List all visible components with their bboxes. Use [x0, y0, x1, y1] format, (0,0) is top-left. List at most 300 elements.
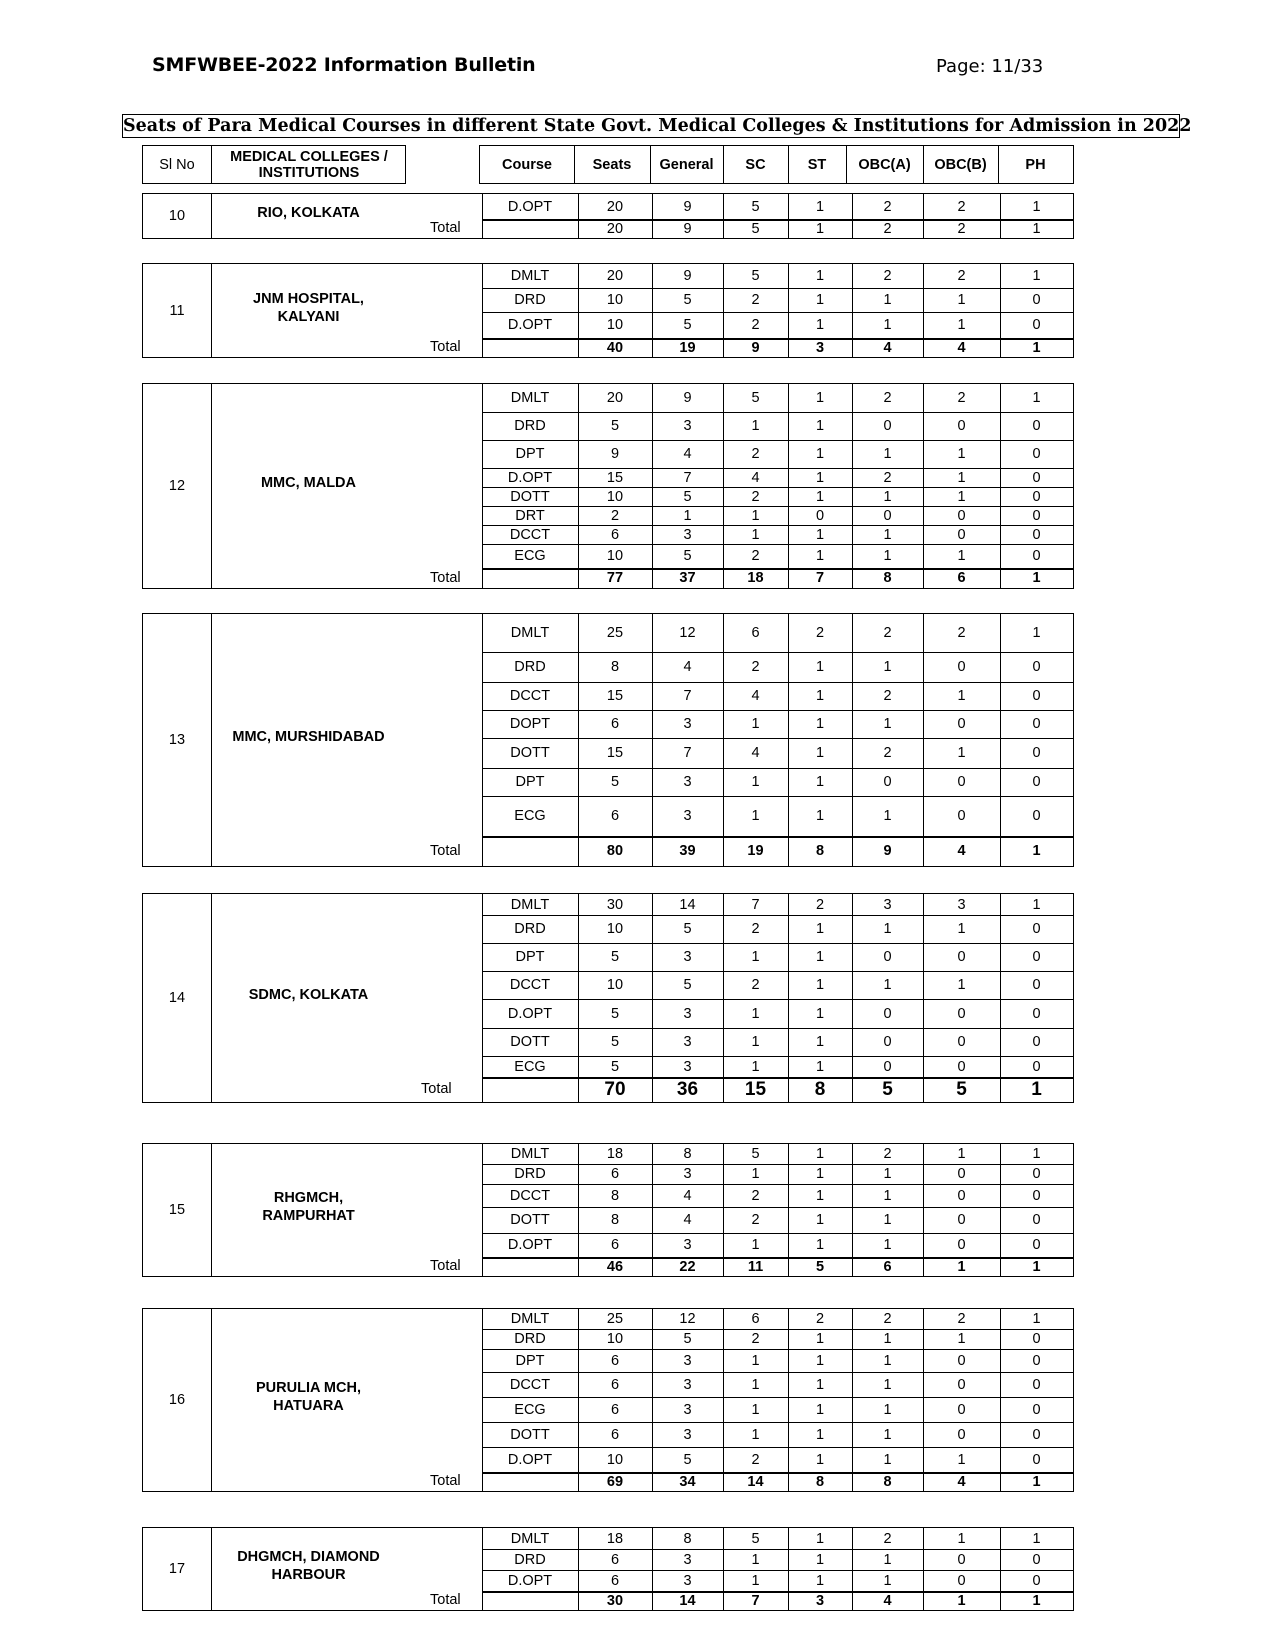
seat-value: 6 [610, 1352, 620, 1369]
seat-value: 1 [751, 1058, 760, 1075]
total-value: 1 [1032, 220, 1041, 237]
seat-value: 1 [815, 745, 825, 761]
total-value: 3 [815, 1592, 825, 1609]
institution-name: MMC, MALDA [260, 475, 357, 491]
seat-value: 2 [883, 268, 892, 284]
course-name: DCCT [509, 1187, 551, 1204]
total-label: Total [430, 339, 461, 355]
seat-value: 0 [957, 774, 966, 790]
seat-value: 1 [883, 808, 892, 824]
column-divider [211, 1144, 212, 1276]
seat-value: 1 [815, 390, 825, 406]
course-name: DCCT [509, 977, 551, 993]
seat-value: 1 [815, 1058, 825, 1075]
seat-value: 2 [751, 292, 760, 308]
seat-value: 1 [815, 659, 825, 675]
seat-value: 6 [610, 808, 620, 824]
seat-value: 2 [751, 659, 760, 675]
seat-value: 2 [751, 317, 760, 333]
seat-value: 0 [1032, 526, 1041, 543]
seat-value: 20 [606, 198, 624, 215]
seat-value: 5 [683, 921, 692, 937]
serial-number: 17 [168, 1561, 186, 1577]
seat-value: 0 [1032, 469, 1041, 486]
seat-value: 2 [957, 268, 966, 284]
seat-value: 0 [1032, 977, 1041, 993]
seat-value: 7 [751, 896, 760, 913]
seat-value: 8 [683, 1530, 692, 1547]
seat-value: 1 [815, 1426, 825, 1443]
seat-value: 1 [751, 1034, 760, 1050]
seat-value: 1 [957, 1146, 966, 1162]
column-divider [723, 146, 724, 183]
seat-value: 6 [610, 1401, 620, 1418]
total-value: 3 [815, 339, 825, 356]
total-value: 2 [957, 220, 966, 237]
seat-value: 15 [606, 688, 624, 704]
total-value: 19 [747, 843, 764, 859]
total-value: 4 [883, 1592, 892, 1609]
column-divider [211, 194, 212, 238]
total-value: 34 [679, 1473, 696, 1490]
total-value: 1 [1031, 1078, 1042, 1100]
seat-value: 3 [683, 1166, 692, 1182]
seat-value: 0 [1032, 1352, 1041, 1369]
seat-value: 10 [606, 292, 624, 308]
total-value: 8 [815, 1473, 825, 1490]
seat-value: 1 [815, 1551, 825, 1568]
total-value: 9 [751, 339, 760, 356]
seat-value: 25 [606, 1311, 624, 1327]
seat-value: 0 [957, 1237, 966, 1253]
seat-value: 1 [1032, 268, 1041, 284]
total-value: 8 [815, 843, 825, 859]
column-divider [482, 338, 483, 357]
seat-value: 2 [751, 446, 760, 462]
seat-value: 9 [683, 198, 692, 215]
seat-value: 8 [610, 1187, 620, 1204]
seat-value: 1 [751, 774, 760, 790]
total-label: Total [430, 570, 461, 586]
total-value: 39 [679, 843, 696, 859]
seat-value: 1 [815, 1352, 825, 1369]
seat-value: 3 [683, 1426, 692, 1443]
column-divider [211, 1528, 212, 1610]
total-value: 4 [883, 339, 892, 356]
institution-name: RHGMCH, RAMPURHAT [262, 1190, 355, 1224]
total-value: 4 [957, 843, 966, 859]
total-label: Total [421, 1081, 452, 1097]
seat-value: 3 [683, 1572, 692, 1589]
seat-value: 2 [957, 390, 966, 406]
seat-value: 5 [683, 317, 692, 333]
seat-value: 1 [883, 1352, 892, 1369]
institution-name: JNM HOSPITAL, KALYANI [253, 290, 364, 325]
seat-value: 1 [815, 1034, 825, 1050]
serial-number: 13 [168, 732, 186, 748]
seat-value: 1 [957, 688, 966, 704]
serial-number: 14 [168, 990, 186, 1006]
seat-value: 0 [883, 1034, 892, 1050]
seat-value: 6 [610, 1237, 620, 1253]
seat-value: 10 [606, 977, 624, 993]
seat-value: 1 [751, 949, 760, 965]
seat-value: 8 [610, 1212, 620, 1228]
seat-value: 5 [610, 1005, 620, 1022]
total-label: Total [430, 1473, 461, 1489]
seat-value: 25 [606, 625, 624, 641]
seat-value: 5 [610, 1034, 620, 1050]
seat-value: 1 [751, 1401, 760, 1418]
institution-name: MMC, MURSHIDABAD [232, 729, 385, 745]
seat-value: 1 [815, 1530, 825, 1547]
seat-value: 5 [751, 1146, 760, 1162]
seat-value: 1 [883, 292, 892, 308]
seat-value: 1 [815, 469, 825, 486]
seat-value: 1 [815, 1212, 825, 1228]
seat-value: 2 [815, 896, 825, 913]
seat-value: 8 [683, 1146, 692, 1162]
seat-value: 1 [815, 446, 825, 462]
seat-value: 1 [957, 292, 966, 308]
seat-value: 1 [815, 526, 825, 543]
seat-value: 0 [957, 1551, 966, 1568]
institution-block [142, 1308, 1074, 1492]
total-value: 19 [679, 339, 696, 356]
course-name: DMLT [510, 1146, 550, 1162]
seat-value: 1 [815, 921, 825, 937]
seat-value: 2 [883, 390, 892, 406]
total-value: 5 [956, 1078, 967, 1100]
seat-value: 1 [1032, 896, 1041, 913]
seat-value: 1 [751, 716, 760, 732]
course-name: D.OPT [507, 198, 553, 215]
column-divider [211, 894, 212, 1102]
seat-value: 0 [883, 1058, 892, 1075]
seat-value: 2 [883, 1311, 892, 1327]
seat-value: 0 [957, 1212, 966, 1228]
course-name: ECG [514, 1058, 546, 1075]
seat-value: 1 [815, 418, 825, 434]
seat-value: 10 [606, 1451, 624, 1468]
seat-value: 10 [606, 317, 624, 333]
column-header-right [479, 145, 1074, 184]
total-value: 14 [679, 1592, 696, 1609]
seat-value: 4 [683, 659, 692, 675]
seat-value: 1 [815, 268, 825, 284]
seat-value: 1 [751, 1572, 760, 1589]
column-header-course: Course [502, 156, 552, 173]
seat-value: 0 [1032, 507, 1041, 524]
seat-value: 1 [815, 198, 825, 215]
seat-value: 5 [751, 390, 760, 406]
course-name: D.OPT [507, 469, 553, 486]
institution-name: RIO, KOLKATA [257, 205, 360, 221]
seat-value: 0 [957, 1572, 966, 1589]
seat-value: 14 [679, 896, 696, 913]
seat-value: 2 [751, 1187, 760, 1204]
seat-value: 20 [606, 268, 624, 284]
seat-value: 2 [751, 548, 760, 564]
seat-value: 1 [751, 1352, 760, 1369]
seat-value: 10 [606, 488, 624, 505]
seat-value: 1 [883, 1572, 892, 1589]
seat-value: 1 [815, 1572, 825, 1589]
seat-value: 1 [883, 921, 892, 937]
seat-value: 3 [683, 1005, 692, 1022]
seat-value: 18 [606, 1530, 624, 1547]
seat-value: 1 [883, 977, 892, 993]
seat-value: 1 [957, 469, 966, 486]
total-label: Total [430, 1258, 461, 1274]
seat-value: 1 [815, 1237, 825, 1253]
course-name: DRD [514, 659, 546, 675]
seat-value: 9 [610, 446, 620, 462]
seat-value: 4 [751, 688, 760, 704]
column-header-sc: SC [745, 156, 766, 173]
column-divider [650, 146, 651, 183]
total-value: 70 [604, 1078, 626, 1100]
seat-value: 3 [683, 418, 692, 434]
seat-value: 3 [683, 1352, 692, 1369]
document-title: Seats of Para Medical Courses in different State Govt. Medical Colleges & Institutions for Admission in 2022 [123, 116, 1192, 136]
course-name: DOTT [510, 745, 550, 761]
seat-value: 5 [610, 774, 620, 790]
course-name: DRT [515, 507, 545, 524]
serial-number: 15 [168, 1202, 186, 1218]
seat-value: 0 [1032, 1551, 1041, 1568]
seat-value: 1 [883, 1187, 892, 1204]
seat-value: 4 [683, 446, 692, 462]
seat-value: 1 [815, 488, 825, 505]
seat-value: 12 [679, 625, 696, 641]
seat-value: 0 [1032, 1426, 1041, 1443]
column-header-seats: Seats [592, 156, 632, 173]
seat-value: 1 [815, 548, 825, 564]
seat-value: 2 [751, 1451, 760, 1468]
seat-value: 2 [815, 625, 825, 641]
total-value: 80 [606, 843, 624, 859]
seat-value: 0 [883, 507, 892, 524]
seat-value: 7 [683, 688, 692, 704]
seat-value: 2 [815, 1311, 825, 1327]
institution-block [142, 193, 1074, 239]
seat-value: 6 [610, 1166, 620, 1182]
total-value: 30 [606, 1592, 624, 1609]
total-value: 7 [815, 570, 825, 586]
total-value: 4 [957, 339, 966, 356]
seat-value: 6 [610, 1572, 620, 1589]
seat-value: 4 [751, 745, 760, 761]
institution-block [142, 383, 1074, 589]
seat-value: 3 [683, 1058, 692, 1075]
seat-value: 0 [1032, 1166, 1041, 1182]
seat-value: 1 [883, 1212, 892, 1228]
total-value: 9 [883, 843, 892, 859]
seat-value: 6 [751, 625, 760, 641]
seat-value: 5 [683, 1331, 692, 1347]
seat-value: 1 [815, 1166, 825, 1182]
column-header-obc-a: OBC(A) [858, 156, 911, 173]
total-value: 5 [751, 220, 760, 237]
seat-value: 5 [683, 488, 692, 505]
seat-value: 0 [957, 1005, 966, 1022]
column-divider [482, 568, 483, 588]
seat-value: 0 [957, 1426, 966, 1443]
column-header-general: General [659, 156, 714, 173]
seat-value: 0 [1032, 1401, 1041, 1418]
column-header-st: ST [807, 156, 827, 173]
seat-value: 10 [606, 921, 624, 937]
total-label: Total [430, 843, 461, 859]
column-divider [211, 264, 212, 357]
course-name: DRD [514, 418, 546, 434]
seat-value: 15 [606, 745, 624, 761]
institution-name: SDMC, KOLKATA [248, 987, 369, 1003]
course-name: D.OPT [507, 317, 553, 333]
column-divider [998, 146, 999, 183]
seat-value: 0 [1032, 1187, 1041, 1204]
seat-value: 5 [751, 1530, 760, 1547]
page-number: Page: 11/33 [936, 56, 1044, 77]
column-divider [788, 146, 789, 183]
total-value: 4 [957, 1473, 966, 1490]
total-value: 77 [606, 570, 624, 586]
seat-value: 2 [883, 625, 892, 641]
course-name: ECG [514, 808, 546, 824]
seat-value: 1 [883, 317, 892, 333]
column-divider [482, 1591, 483, 1610]
total-value: 36 [676, 1078, 699, 1100]
seat-value: 1 [751, 1237, 760, 1253]
seat-value: 20 [606, 390, 624, 406]
institution-block [142, 613, 1074, 867]
seat-value: 1 [957, 745, 966, 761]
seat-value: 1 [883, 1401, 892, 1418]
column-header-sl-no: Sl No [159, 156, 195, 173]
total-value: 69 [606, 1473, 624, 1490]
seat-value: 0 [957, 418, 966, 434]
column-divider [923, 146, 924, 183]
column-divider [482, 836, 483, 866]
course-name: DRD [514, 1166, 546, 1182]
seat-value: 1 [883, 526, 892, 543]
seat-value: 1 [957, 317, 966, 333]
column-header-left [142, 145, 406, 184]
course-name: D.OPT [507, 1237, 553, 1253]
seat-value: 1 [815, 808, 825, 824]
course-name: DOTT [510, 1034, 550, 1050]
course-name: D.OPT [507, 1451, 553, 1468]
total-label: Total [430, 1592, 461, 1608]
page-header-left: SMFWBEE-2022 Information Bulletin [152, 54, 536, 76]
seat-value: 5 [683, 292, 692, 308]
course-name: DMLT [510, 625, 550, 641]
total-value: 5 [815, 1258, 825, 1275]
total-value: 1 [1032, 1592, 1041, 1609]
seat-value: 7 [683, 745, 692, 761]
seat-value: 0 [1032, 716, 1041, 732]
total-value: 6 [883, 1258, 892, 1275]
course-name: DPT [515, 949, 545, 965]
total-value: 1 [1032, 339, 1041, 356]
seat-value: 5 [683, 977, 692, 993]
seat-value: 0 [957, 526, 966, 543]
serial-number: 11 [169, 302, 185, 319]
column-divider [482, 219, 483, 238]
seat-value: 2 [883, 688, 892, 704]
seat-value: 0 [1032, 1451, 1041, 1468]
seat-value: 0 [883, 774, 892, 790]
seat-value: 0 [1032, 688, 1041, 704]
seat-value: 5 [751, 268, 760, 284]
column-header-institution: MEDICAL COLLEGES / INSTITUTIONS [230, 148, 388, 181]
seat-value: 2 [751, 1331, 760, 1347]
seat-value: 0 [1032, 745, 1041, 761]
seat-value: 1 [1032, 390, 1041, 406]
seat-value: 0 [957, 949, 966, 965]
seat-value: 9 [683, 390, 692, 406]
course-name: DMLT [510, 896, 550, 913]
total-value: 8 [814, 1078, 826, 1100]
seat-value: 0 [957, 1376, 966, 1393]
seat-value: 1 [883, 1551, 892, 1568]
total-value: 8 [883, 570, 892, 586]
column-header-ph: PH [1025, 156, 1046, 173]
seat-value: 3 [683, 949, 692, 965]
course-name: DRD [514, 1551, 546, 1568]
seat-value: 2 [610, 507, 620, 524]
course-name: DMLT [510, 1530, 550, 1547]
seat-value: 2 [957, 1311, 966, 1327]
seat-value: 1 [751, 526, 760, 543]
seat-value: 1 [815, 1451, 825, 1468]
seat-value: 1 [815, 292, 825, 308]
course-name: DPT [515, 774, 545, 790]
seat-value: 0 [1032, 921, 1041, 937]
institution-name: DHGMCH, DIAMOND HARBOUR [237, 1549, 380, 1583]
seat-value: 3 [683, 526, 692, 543]
seat-value: 0 [1032, 488, 1041, 505]
total-value: 46 [606, 1258, 624, 1275]
seat-value: 3 [957, 896, 966, 913]
seat-value: 1 [883, 1331, 892, 1347]
seat-value: 0 [883, 949, 892, 965]
seat-value: 1 [883, 1237, 892, 1253]
serial-number: 12 [168, 478, 186, 494]
seat-value: 1 [957, 977, 966, 993]
seat-value: 1 [751, 1005, 760, 1022]
course-name: D.OPT [507, 1572, 553, 1589]
column-divider [482, 1257, 483, 1276]
total-value: 1 [957, 1592, 966, 1609]
total-value: 11 [747, 1258, 764, 1275]
total-value: 14 [747, 1473, 764, 1490]
seat-value: 4 [751, 469, 760, 486]
course-name: DOTT [510, 1212, 550, 1228]
seat-value: 2 [957, 625, 966, 641]
column-divider [846, 146, 847, 183]
seat-value: 12 [679, 1311, 696, 1327]
seat-value: 1 [957, 548, 966, 564]
seat-value: 5 [610, 1058, 620, 1075]
column-divider [211, 614, 212, 866]
seat-value: 0 [957, 716, 966, 732]
course-name: DPT [515, 446, 545, 462]
course-name: DMLT [510, 268, 550, 284]
course-name: DOTT [510, 488, 550, 505]
course-name: DOPT [509, 716, 551, 732]
